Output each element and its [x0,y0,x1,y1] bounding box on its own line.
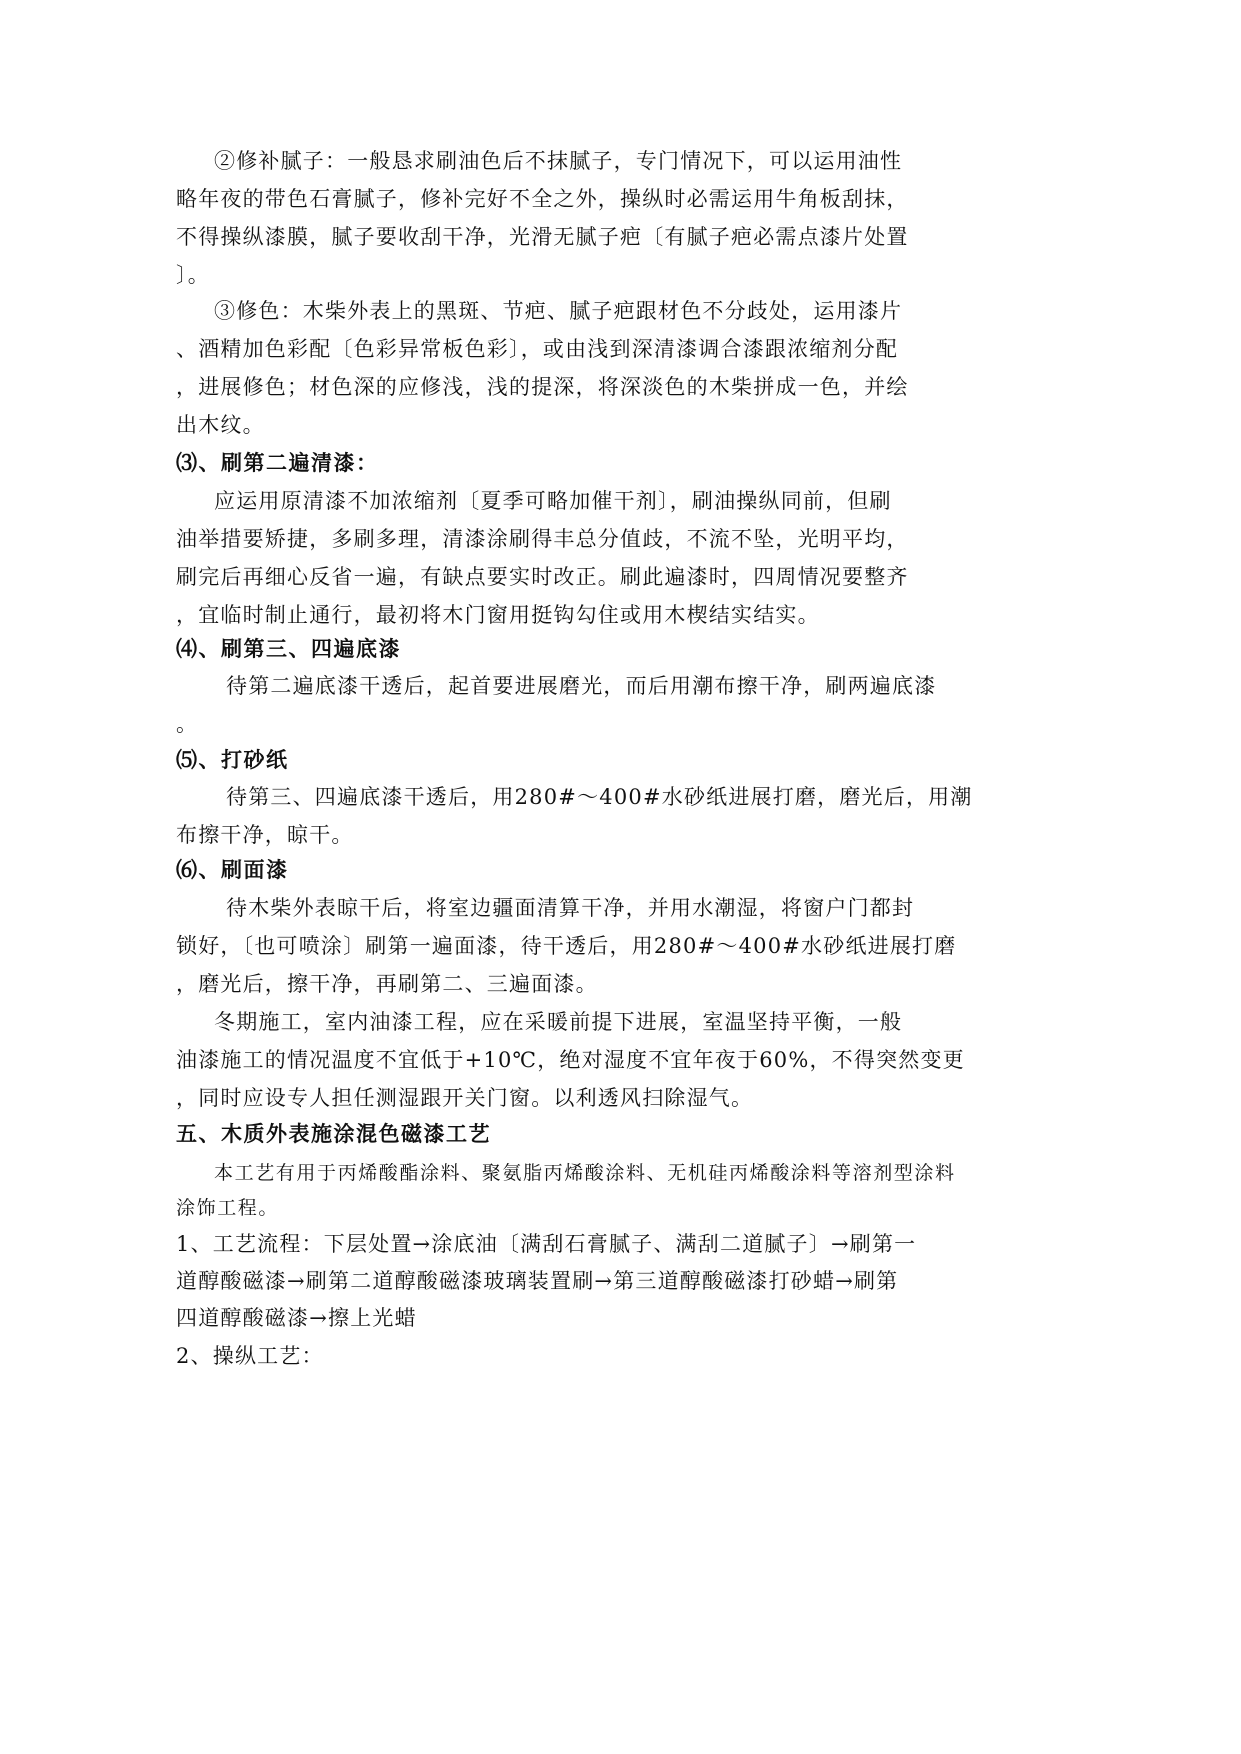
text-line: 道醇酸磁漆→刷第二道醇酸磁漆玻璃装置刷→第三道醇酸磁漆打砂蜡→刷第 [176,1269,899,1293]
section-heading: ⑹、刷面漆 [176,858,289,882]
text-line: 锁好，〔也可喷涂〕刷第一遍面漆，待干透后，用280#～400#水砂纸进展打磨 [176,934,957,958]
text-line: 本工艺有用于丙烯酸酯涂料、聚氨脂丙烯酸涂料、无机硅丙烯酸涂料等溶剂型涂料 [214,1162,956,1184]
text-line: 待木柴外表晾干后，将室边疆面清算干净，并用水潮湿，将窗户门都封 [226,896,915,920]
text-line: ，进展修色；材色深的应修浅，浅的提深，将深淡色的木柴拼成一色，并绘 [176,375,909,399]
text-line: 略年夜的带色石膏腻子，修补完好不全之外，操纵时必需运用牛角板刮抹， [176,187,909,211]
text-line: 待第三、四遍底漆干透后，用280#～400#水砂纸进展打磨，磨光后，用潮 [226,785,973,809]
text-line: 涂饰工程。 [176,1197,280,1219]
text-line: 。 [176,712,199,736]
section-heading: ⑷、刷第三、四遍底漆 [176,637,401,661]
text-line: 不得操纵漆膜，腻子要收刮干净，光滑无腻子疤〔有腻子疤必需点漆片处置 [176,225,909,249]
text-line: ③修色：木柴外表上的黑斑、节疤、腻子疤跟材色不分歧处，运用漆片 [214,299,903,323]
text-line: 刷完后再细心反省一遍，有缺点要实时改正。刷此遍漆时，四周情况要整齐 [176,565,909,589]
text-line: ②修补腻子：一般恳求刷油色后不抹腻子，专门情况下，可以运用油性 [214,149,903,173]
text-line: 待第二遍底漆干透后，起首要进展磨光，而后用潮布擦干净，刷两遍底漆 [226,674,937,698]
text-line: ，宜临时制止通行，最初将木门窗用挺钩勾住或用木楔结实结实。 [176,603,820,627]
text-line: 油举措要矫捷，多刷多理，清漆涂刷得丰总分值歧，不流不坠，光明平均， [176,527,909,551]
text-line: 2、操纵工艺： [176,1344,324,1368]
section-heading: ⑶、刷第二遍清漆： [176,451,379,475]
text-line: 应运用原清漆不加浓缩剂〔夏季可略加催干剂〕，刷油操纵同前，但刷 [214,489,892,513]
text-line: 、酒精加色彩配〔色彩异常板色彩〕，或由浅到深清漆调合漆跟浓缩剂分配 [176,337,899,361]
text-line: ，同时应设专人担任测湿跟开关门窗。以利透风扫除湿气。 [176,1086,754,1110]
text-line: 油漆施工的情况温度不宜低于+10℃，绝对湿度不宜年夜于60%，不得突然变更 [176,1048,965,1072]
text-line: 出木纹。 [176,413,265,437]
section-heading: ⑸、打砂纸 [176,748,289,772]
text-line: 冬期施工，室内油漆工程，应在采暖前提下进展，室温坚持平衡，一般 [214,1010,903,1034]
text-line: 1、工艺流程：下层处置→涂底油〔满刮石膏腻子、满刮二道腻子〕→刷第一 [176,1232,917,1256]
text-line: ，磨光后，擦干净，再刷第二、三遍面漆。 [176,972,598,996]
text-line: 布擦干净，晾干。 [176,823,354,847]
section-heading: 五、木质外表施涂混色磁漆工艺 [176,1122,491,1146]
text-line: 〕。 [176,263,210,287]
text-line: 四道醇酸磁漆→擦上光蜡 [176,1306,417,1330]
